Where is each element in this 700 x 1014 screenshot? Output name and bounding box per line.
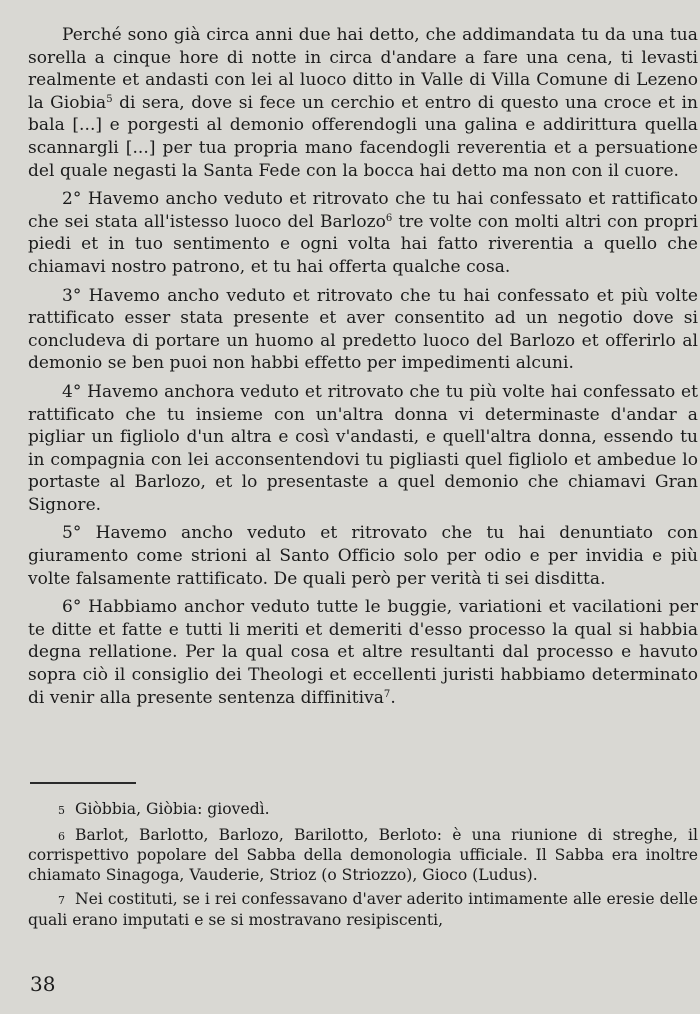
main-text: [28, 24, 698, 715]
paragraph-6: 6° Habbiamo anchor veduto tutte le buggie, variationi et vacilationi per te ditte et fatte e tutti li meriti et demeriti d'esso processo la qual si habbia degna rellatione. Per la qual cosa et altre resultanti dal processo e havuto sopra ciò il consiglio dei Theologi et eccellenti juristi habbiamo determinato di venir alla presente sentenza diffinitiva$^7$.: [28, 597, 698, 708]
paragraph-5: 5° Havemo ancho veduto et ritrovato che tu hai denuntiato con giuramento come strioni al Santo Officio solo per odio e per invidia e più volte falsamente rattificato. De quali però per verità ti sei disditta.: [28, 523, 698, 589]
page-number: 38: [30, 972, 56, 996]
footnote-ref-6: 6: [385, 212, 393, 224]
paragraph-2: 2° Havemo ancho veduto et ritrovato che tu hai confessato et rattificato che sei stata all'istesso luoco del Barlozo$^6$ tre volte con molti altri con propri piedi et in tuo sentimento e ogni volta hai fatto riverentia a quello che chiamavi nostro patrono, et tu hai offerta qualche cosa.: [28, 189, 698, 277]
footnote-ref-5: 5: [106, 93, 113, 105]
footnote-divider: [30, 782, 136, 784]
paragraph-1: Perché sono già circa anni due hai detto, che addimandata tu da una tua sorella a cinque hore di notte in circa d'andare a fare una cena, ti levasti realmente et andasti con lei al luoco ditto in Valle di Villa Comune di Lezeno la Giobia$^5$ di sera, dove si fece un cerchio et entro di questo una croce et in bala [...] e porgesti al demonio offerendogli una galina e addirittura quella scannargli [...] per tua propria mano facendogli reverentia et a persuatione del quale negasti la Santa Fede con la bocca hai detto ma non con il cuore.: [28, 25, 698, 181]
footnote-5: 5 Giòbbia, Giòbia: giovedì.: [58, 800, 270, 818]
paragraph-4: 4° Havemo anchora veduto et ritrovato che tu più volte hai confessato et rattificato che tu insieme con un'altra donna vi determinaste d'andar a pigliar un figliolo d'un altra e così v'andasti, e quell'altra donna, essendo tu in compagnia con lei acconsentendovi tu pigliasti quel figliolo et ambedue lo portaste al Barlozo, et lo presentaste a quel demonio che chiamavi Gran Signore.: [28, 381, 698, 515]
paragraph-3: 3° Havemo ancho veduto et ritrovato che tu hai confessato et più volte rattificato esser stata presente et aver consentito ad un negotio dove si concludeva di portare un huomo al predetto luoco del Barlozo et offerirlo al demonio se ben puoi non habbi effetto per impedimenti alcuni.: [28, 285, 698, 374]
footnotes: [28, 800, 698, 935]
footnote-6: 6 Barlot, Barlotto, Barlozo, Barilotto, Berloto: è una riunione di streghe, il corrispettivo popolare del Sabba della demonologia ufficiale. Il Sabba era inoltre chiamato Sinagoga, Vauderie, Strioz (o Striozzo), Gioco (Ludus).: [28, 825, 698, 884]
footnote-ref-7: 7: [383, 688, 391, 700]
footnote-7: 7 Nei costituti, se i rei confessavano d'aver aderito intimamente alle eresie delle quali erano imputati e se si mostravano resipiscenti,: [28, 890, 698, 929]
